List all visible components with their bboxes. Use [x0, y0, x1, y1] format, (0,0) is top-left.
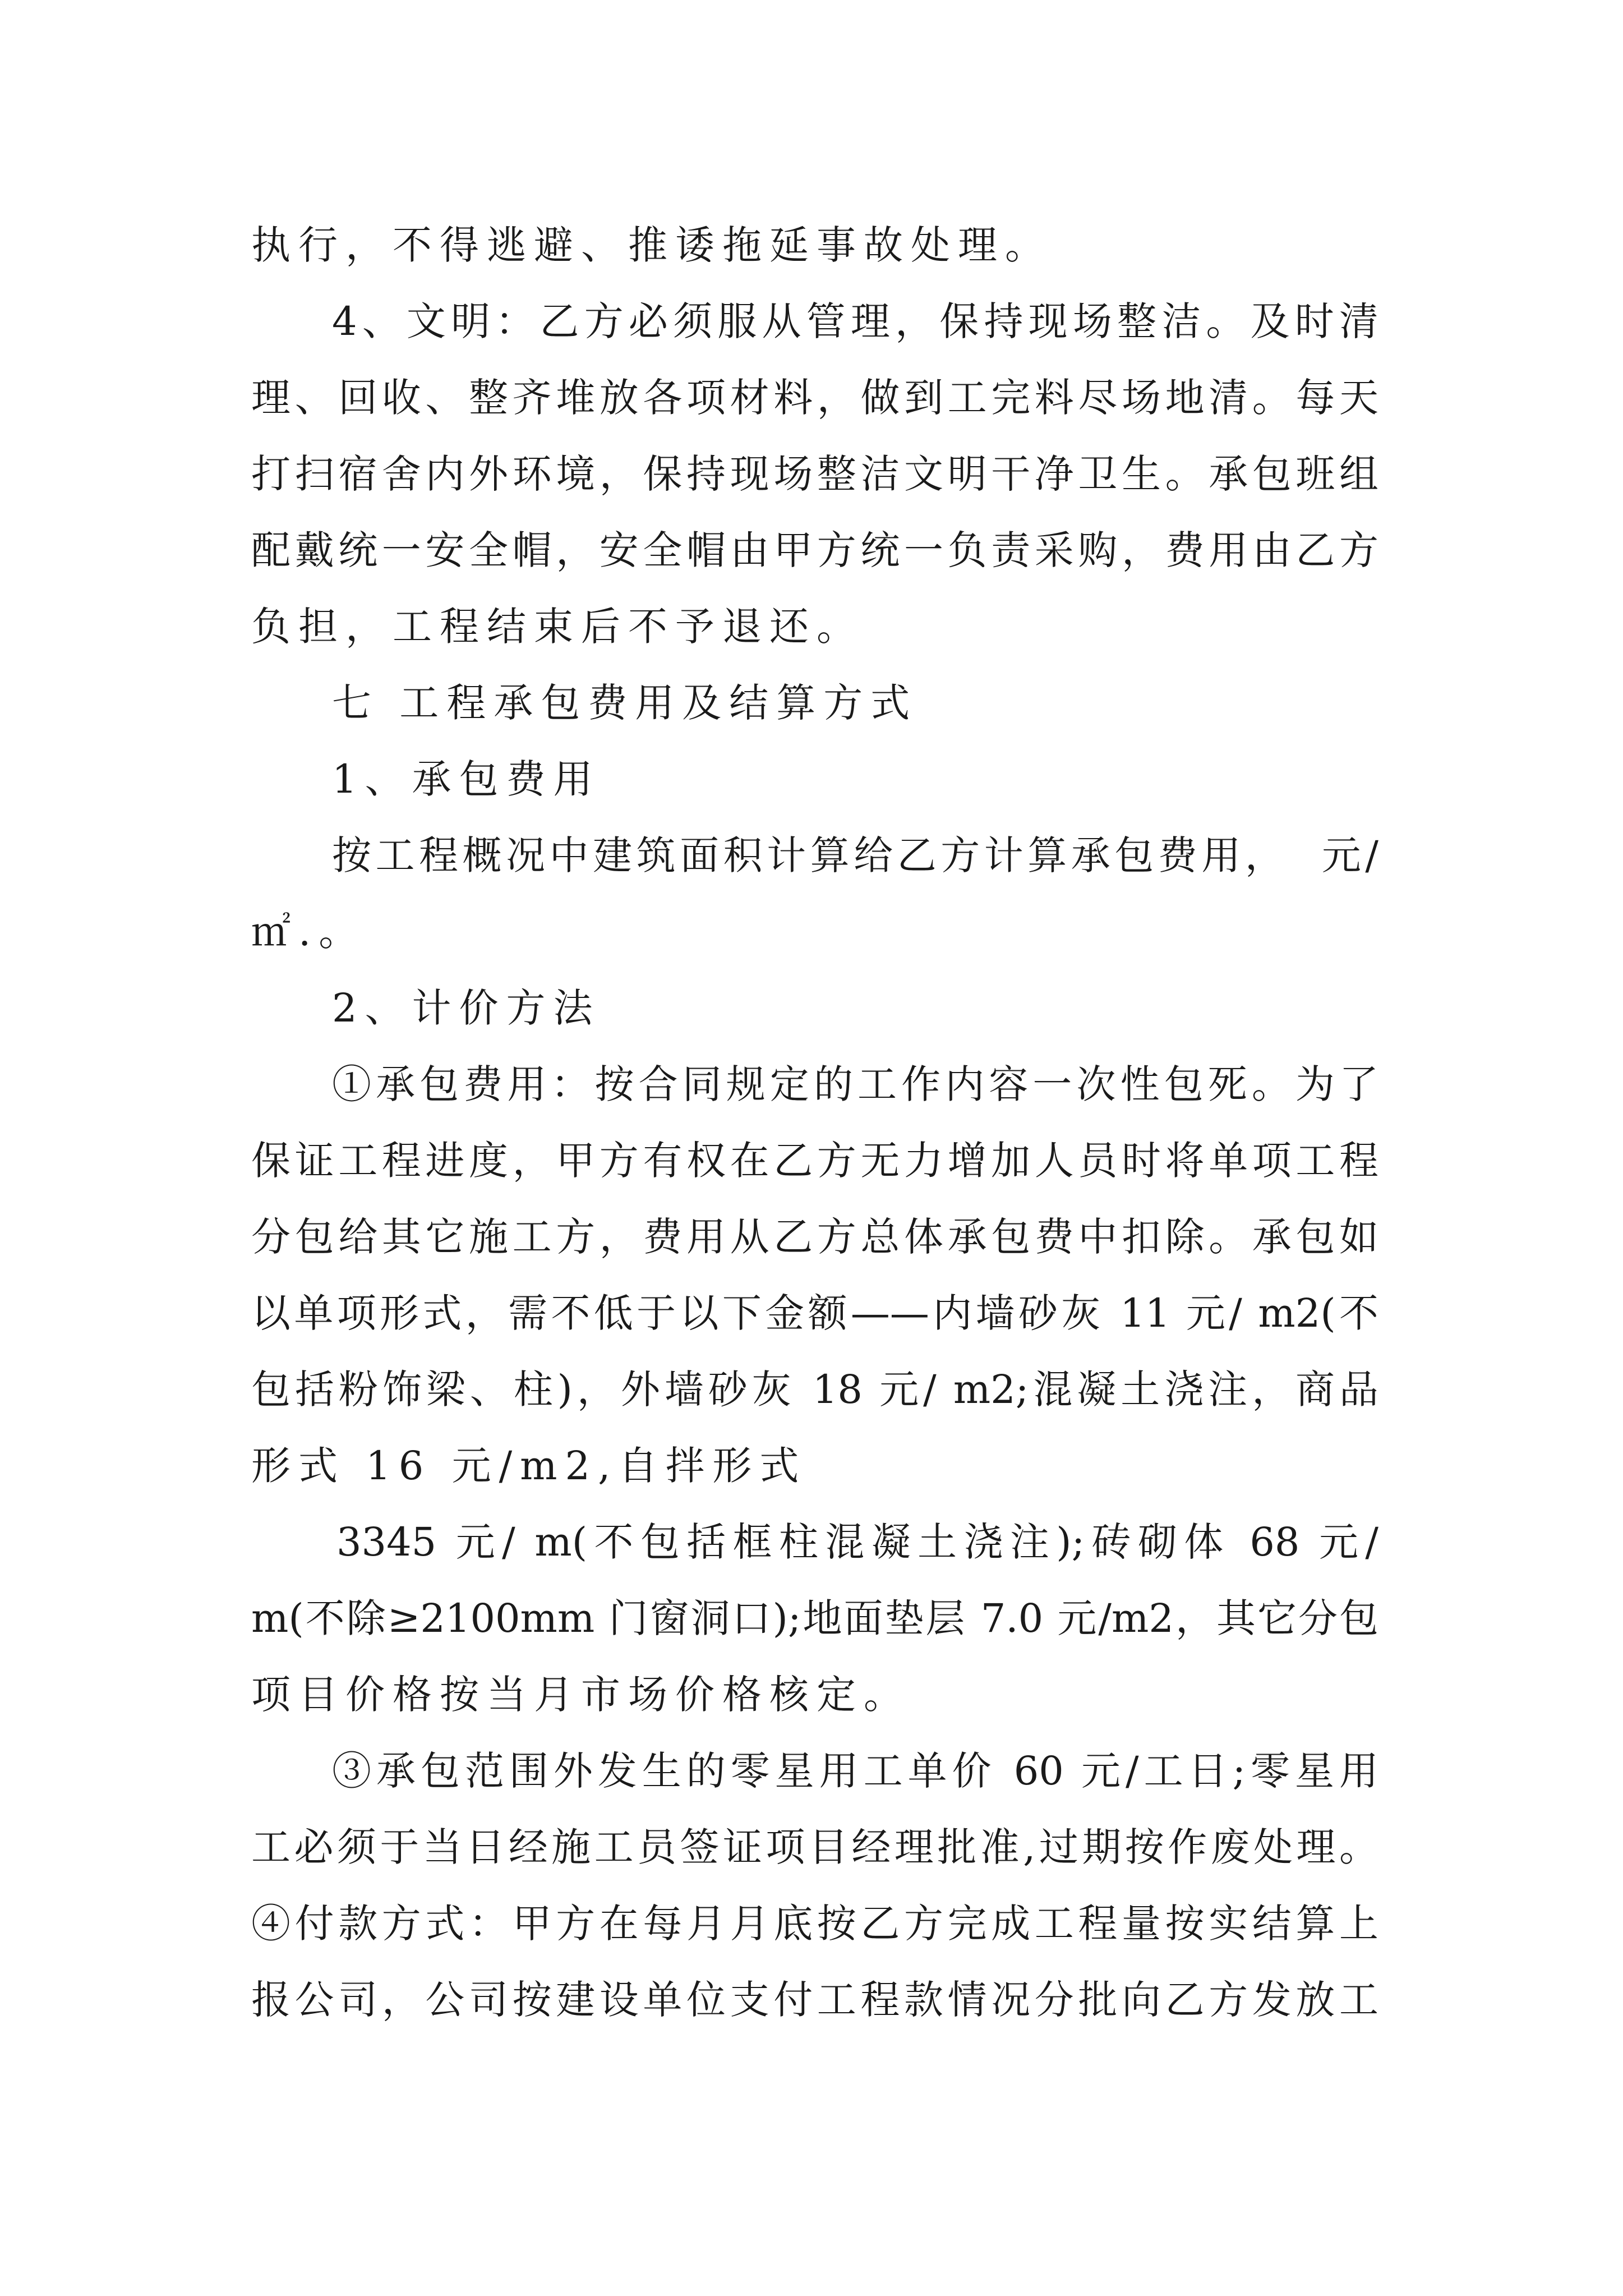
paragraph-line: 按工程概况中建筑面积计算给乙方计算承包费用， 元/ [332, 832, 1378, 878]
subsection-heading: 1、承包费用 [332, 756, 601, 802]
paragraph-line: 3345 元/ m(不包括框柱混凝土浇注);砖砌体 68 元/ [336, 1519, 1378, 1565]
subsection-heading: 2、计价方法 [332, 985, 601, 1031]
paragraph-line: 以单项形式，需不低于以下金额——内墙砂灰 11 元/ m2(不 [251, 1290, 1378, 1336]
paragraph-line: 打扫宿舍内外环境，保持现场整洁文明干净卫生。承包班组 [251, 451, 1378, 497]
paragraph-line: 理、回收、整齐堆放各项材料，做到工完料尽场地清。每天 [251, 375, 1378, 421]
paragraph-line: 工必须于当日经施工员签证项目经理批准,过期按作废处理。 [251, 1824, 1378, 1870]
paragraph-line: m(不除≥2100mm 门窗洞口);地面垫层 7.0 元/m2，其它分包 [251, 1595, 1378, 1641]
paragraph-line: 负担，工程结束后不予退还。 [251, 604, 864, 650]
paragraph-line: 4、文明：乙方必须服从管理，保持现场整洁。及时清 [332, 298, 1378, 344]
paragraph-line: ㎡.。 [251, 909, 366, 955]
paragraph-line: 包括粉饰梁、柱)，外墙砂灰 18 元/ m2;混凝土浇注，商品 [251, 1366, 1378, 1412]
paragraph-line: 项目价格按当月市场价格核定。 [251, 1672, 911, 1718]
paragraph-line: 报公司，公司按建设单位支付工程款情况分批向乙方发放工 [251, 1977, 1378, 2023]
paragraph-line: 保证工程进度，甲方有权在乙方无力增加人员时将单项工程 [251, 1138, 1378, 1184]
paragraph-line: 形式 16 元/m2,自拌形式 [251, 1443, 807, 1489]
paragraph-line: ④付款方式：甲方在每月月底按乙方完成工程量按实结算上 [251, 1901, 1378, 1947]
paragraph-line: 分包给其它施工方，费用从乙方总体承包费中扣除。承包如 [251, 1214, 1378, 1260]
paragraph-line: ①承包费用：按合同规定的工作内容一次性包死。为了 [332, 1061, 1378, 1107]
paragraph-line: ③承包范围外发生的零星用工单价 60 元/工日;零星用 [332, 1748, 1378, 1794]
paragraph-line: 执行，不得逃避、推诿拖延事故处理。 [251, 222, 1052, 268]
section-heading: 七 工程承包费用及结算方式 [332, 680, 918, 726]
paragraph-line: 配戴统一安全帽，安全帽由甲方统一负责采购，费用由乙方 [251, 527, 1378, 573]
